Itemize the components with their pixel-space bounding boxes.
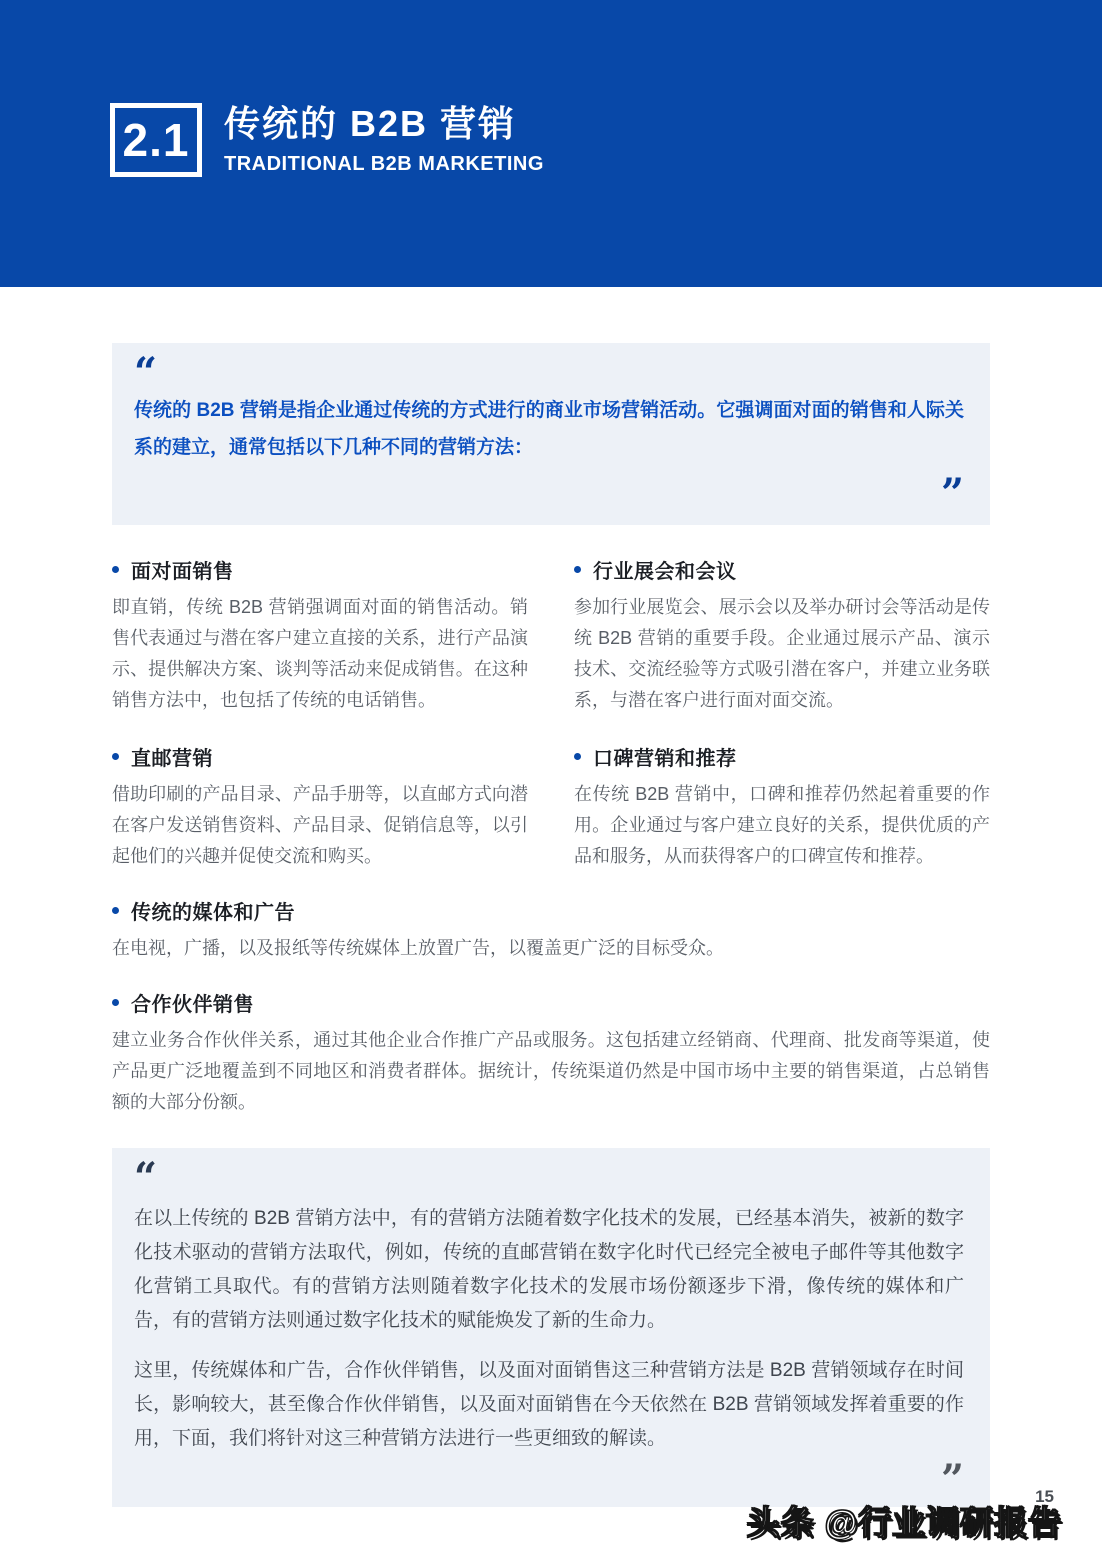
page-subtitle: TRADITIONAL B2B MARKETING xyxy=(224,152,544,175)
method-body: 在电视，广播，以及报纸等传统媒体上放置广告，以覆盖更广泛的目标受众。 xyxy=(112,937,724,958)
summary-paragraph-1: 在以上传统的 B2B 营销方法中，有的营销方法随着数字化技术的发展，已经基本消失，被新的数字化技术驱动的营销方法取代，例如，传统的直邮营销在数字化时代已经完全被电子邮件等其他数字化营销工具取代。有的营销方法则随着数字化技术的发展市场份额逐步下滑，像传统的媒体和广告，有的营销方法则通过数字化技术的赋能焕发了新的生命力。 xyxy=(134,1208,964,1332)
summary-quote-box xyxy=(112,1148,990,1508)
chapter-number: 2.1 xyxy=(122,114,190,166)
methods-grid xyxy=(112,555,990,872)
bullet-icon xyxy=(112,753,119,760)
method-heading xyxy=(112,555,528,584)
method-title: 合作伙伴销售 xyxy=(131,993,254,1016)
method-heading xyxy=(574,742,990,771)
open-quote-icon: “ xyxy=(134,1153,158,1201)
bullet-icon xyxy=(574,753,581,760)
close-quote-icon: ” xyxy=(940,1456,964,1504)
method-title: 行业展会和会议 xyxy=(593,560,737,583)
method-heading xyxy=(112,742,528,771)
page-title: 传统的 B2B 营销 xyxy=(224,103,517,145)
open-quote-icon: “ xyxy=(134,349,158,396)
page-content xyxy=(0,343,1102,1507)
method-heading xyxy=(574,555,990,584)
method-title: 传统的媒体和广告 xyxy=(131,901,295,924)
method-body: 在传统 B2B 营销中，口碑和推荐仍然起着重要的作用。企业通过与客户建立良好的关系，提供优质的产品和服务，从而获得客户的口碑宣传和推荐。 xyxy=(574,783,990,866)
method-section-trade-shows xyxy=(574,555,990,716)
close-quote-icon: ” xyxy=(940,469,964,517)
summary-paragraph-2: 这里，传统媒体和广告，合作伙伴销售，以及面对面销售这三种营销方法是 B2B 营销领域存在时间长，影响较大，甚至像合作伙伴销售，以及面对面销售在今天依然在 B2B 营销领域发挥着重要的作用，下面，我们将针对这三种营销方法进行一些更细致的解读。 xyxy=(134,1360,964,1450)
intro-quote-box xyxy=(112,343,990,525)
bullet-icon xyxy=(112,999,119,1006)
method-heading xyxy=(112,896,990,925)
method-title: 直邮营销 xyxy=(131,747,213,770)
bullet-icon xyxy=(574,566,581,573)
chapter-banner xyxy=(0,0,1102,287)
intro-quote-text: 传统的 B2B 营销是指企业通过传统的方式进行的商业市场营销活动。它强调面对面的销售和人际关系的建立，通常包括以下几种不同的营销方法： xyxy=(134,399,964,458)
chapter-number-box xyxy=(110,103,202,177)
method-title: 面对面销售 xyxy=(131,560,234,583)
method-body: 借助印刷的产品目录、产品手册等，以直邮方式向潜在客户发送销售资料、产品目录、促销信息等，以引起他们的兴趣并促使交流和购买。 xyxy=(112,783,528,866)
method-body: 建立业务合作伙伴关系，通过其他企业合作推广产品或服务。这包括建立经销商、代理商、批发商等渠道，使产品更广泛地覆盖到不同地区和消费者群体。据统计，传统渠道仍然是中国市场中主要的销售渠道，占总销售额的大部分份额。 xyxy=(112,1029,990,1112)
method-section-partner-sales xyxy=(112,988,990,1118)
page-number: 15 xyxy=(1035,1487,1054,1506)
title-group xyxy=(224,104,544,176)
method-section-direct-mail xyxy=(112,742,528,872)
method-title: 口碑营销和推荐 xyxy=(593,747,737,770)
bullet-icon xyxy=(112,566,119,573)
method-section-traditional-media xyxy=(112,896,990,964)
method-section-face-to-face xyxy=(112,555,528,716)
watermark-text: 头条 @行业调研报告 xyxy=(746,1504,1062,1541)
method-heading xyxy=(112,988,990,1017)
method-section-word-of-mouth xyxy=(574,742,990,872)
bullet-icon xyxy=(112,907,119,914)
banner-row xyxy=(110,103,1102,177)
method-body: 即直销，传统 B2B 营销强调面对面的销售活动。销售代表通过与潜在客户建立直接的关系，进行产品演示、提供解决方案、谈判等活动来促成销售。在这种销售方法中，也包括了传统的电话销售。 xyxy=(112,596,528,710)
method-body: 参加行业展览会、展示会以及举办研讨会等活动是传统 B2B 营销的重要手段。企业通过展示产品、演示技术、交流经验等方式吸引潜在客户，并建立业务联系，与潜在客户进行面对面交流。 xyxy=(574,596,990,710)
